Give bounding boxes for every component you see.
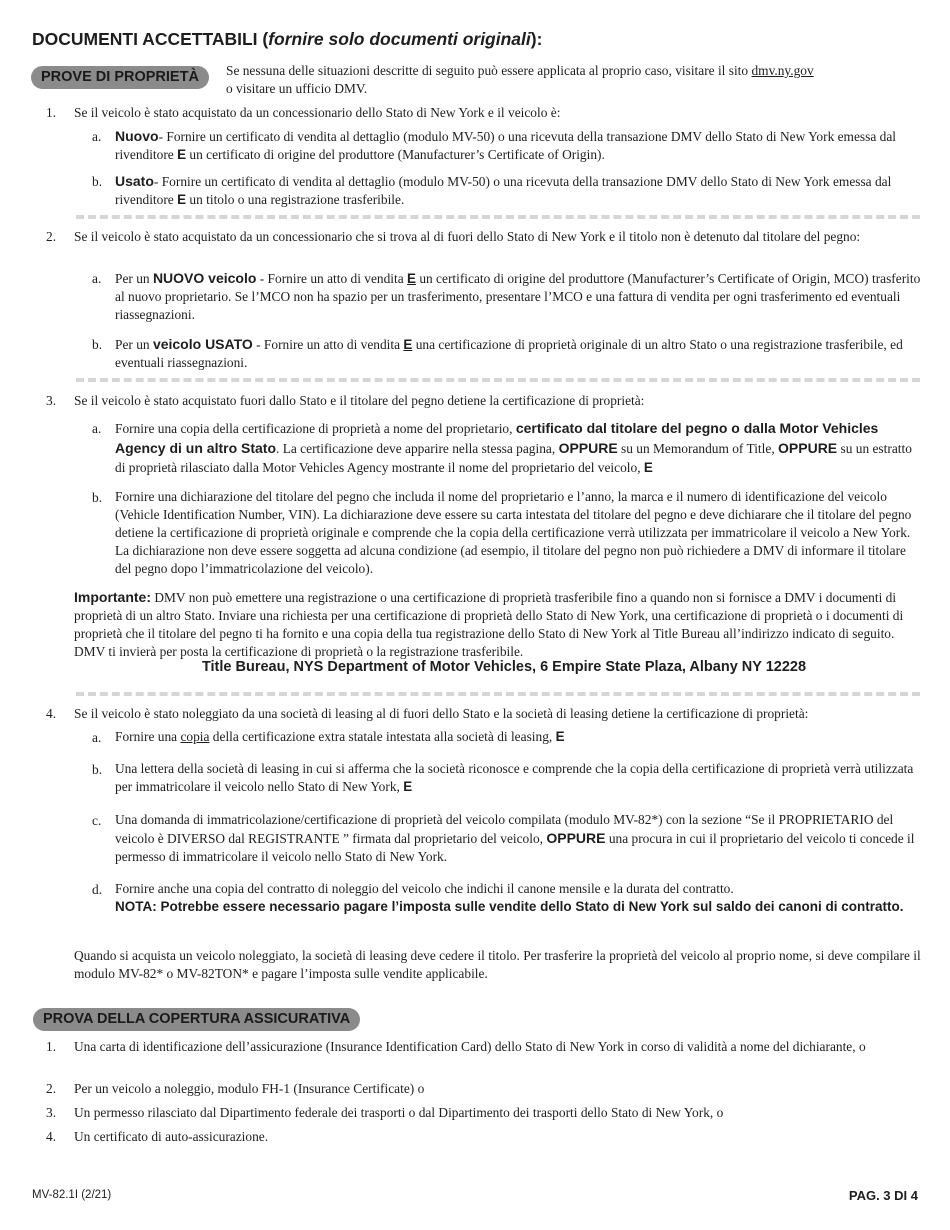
text-run: un certificato di origine del produttore (Manufacturer’s Certificate of Origin, MCO) trasferito al nuovo proprietario. Se l’MCO non ha spazio per un trasferimento, presentare l’MCO e una fattura di vendita per ogni trasferimento ed eventuali riassegnazioni. <box>115 271 921 322</box>
underlined-word: copia <box>180 729 210 744</box>
subitem-text <box>115 728 925 746</box>
item-text: Se il veicolo è stato noleggiato da una società di leasing al di fuori dello Stato e la società di leasing detiene la certificazione di proprietà: <box>74 706 809 721</box>
text-run: Fornire una <box>115 729 181 744</box>
bold-term: veicolo USATO <box>152 336 253 352</box>
subitem-letter: a. <box>92 129 102 144</box>
subitem-text <box>115 880 925 916</box>
text-run: una certificazione di proprietà originale di un altro Stato o una registrazione trasferibile, ed eventuali riassegnazioni. <box>115 337 903 370</box>
intro-text: Se nessuna delle situazioni descritte di seguito può essere applicata al proprio caso, visitare il sito <box>226 63 752 78</box>
section-badge-ownership <box>31 66 209 89</box>
insurance-item-text: Un certificato di auto-assicurazione. <box>74 1129 269 1144</box>
text-run: della certificazione extra statale intestata alla società di leasing, <box>209 729 556 744</box>
text-run: Fornire anche una copia del contratto di noleggio del veicolo che indichi il canone mensile e la durata del contratto. <box>115 881 734 896</box>
item-text: Se il veicolo è stato acquistato fuori dallo Stato e il titolare del pegno detiene la certificazione di proprietà: <box>74 393 645 408</box>
page-number: PAG. 3 DI 4 <box>848 1188 918 1203</box>
subitem-letter: a. <box>92 730 102 745</box>
subitem-text <box>115 269 925 324</box>
conjunction-e: E <box>555 729 565 744</box>
section-label-insurance: PROVA DELLA COPERTURA ASSICURATIVA <box>33 1008 360 1031</box>
subitem-letter: a. <box>92 421 102 436</box>
ownership-intro <box>226 62 926 98</box>
text-run: - Fornire un atto di vendita <box>252 337 404 352</box>
subitem-letter: c. <box>92 813 102 828</box>
subitem-text <box>115 811 925 866</box>
subitem-text <box>115 419 925 477</box>
subitem-letter: b. <box>92 174 103 189</box>
insurance-item-number: 3. <box>46 1105 57 1120</box>
title-italic: fornire solo documenti originali <box>268 29 531 49</box>
conjunction-e: E <box>177 191 187 207</box>
nota-text: NOTA: Potrebbe essere necessario pagare l’imposta sulle vendite dello Stato di New York sul saldo dei canoni di contratto. <box>115 898 904 914</box>
bold-term: NUOVO veicolo <box>152 270 257 286</box>
page-title <box>32 28 542 51</box>
text-run: su un Memorandum of Title, <box>617 440 779 456</box>
oppure-term: OPPURE <box>558 439 618 456</box>
important-label: Importante: <box>74 589 151 605</box>
text-run: una procura in cui il proprietario del veicolo ti concede il permesso di immatricolare il veicolo nello Stato di New York. <box>115 830 915 864</box>
subitem-letter: b. <box>92 337 103 352</box>
text-run: Per un <box>115 271 153 286</box>
item-number: 3. <box>46 393 57 408</box>
form-number: MV-82.1I (2/21) <box>32 1189 112 1201</box>
subitem-text: Fornire una dichiarazione del titolare del pegno che includa il nome del proprietario e l’anno, la marca e il numero di identificazione del veicolo (Vehicle Identification Number, VIN). La dichiarazione deve essere su carta intestata del titolare del pegno e deve dichiarare che il titolare del pegno detiene la certificazione di proprietà originale e comprende che la copia della certificazione verrà utilizzata per immatricolare il veicolo a New York. La dichiarazione non deve essere soggetta ad alcuna condizione (ad esempio, il titolare del pegno non può richiedere a DMV di informare il titolare del pegno dopo l’immatricolazione del veicolo). <box>115 489 912 576</box>
conjunction-e: E <box>403 778 413 794</box>
item-text: Se il veicolo è stato acquistato da un concessionario dello Stato di New York e il veicolo è: <box>74 105 561 120</box>
insurance-item-text: Una carta di identificazione dell’assicurazione (Insurance Identification Card) dello Stato di New York in corso di validità a nome del dichiarante, o <box>74 1039 866 1054</box>
item-number: 1. <box>46 105 57 120</box>
oppure-term: OPPURE <box>778 439 838 456</box>
title-end: ): <box>530 29 543 49</box>
insurance-item-text: Un permesso rilasciato dal Dipartimento federale dei trasporti o dal Dipartimento dei trasporti dello Stato di New York, o <box>74 1105 724 1120</box>
insurance-item-text: Per un veicolo a noleggio, modulo FH-1 (Insurance Certificate) o <box>74 1081 425 1096</box>
bold-term: Usato <box>115 173 154 189</box>
subitem-letter: b. <box>92 762 103 777</box>
conjunction-e: E <box>643 459 653 475</box>
text-run: Una domanda di immatricolazione/certificazione di proprietà del veicolo compilata (modulo MV-82*) con la sezione “Se il PROPRIETARIO del veicolo è DIVERSO dal REGISTRANTE ” firmata dal proprietario del veicolo, <box>115 812 894 846</box>
text-run: un certificato di origine del produttore (Manufacturer’s Certificate of Origin). <box>186 146 605 162</box>
important-note <box>74 588 924 661</box>
lease-closing-text: Quando si acquista un veicolo noleggiato, la società di leasing deve cedere il titolo. Per trasferire la proprietà del veicolo al proprio nome, si deve compilare il modulo MV-82* o MV-82TON* e pagare l’imposta sulle vendite applicabile. <box>74 948 921 981</box>
text-run: Per un <box>115 337 153 352</box>
text-run: su un estratto di proprietà rilasciato dalla Motor Vehicles Agency mostrante il nome del proprietario del veicolo, <box>115 440 912 475</box>
bold-term: certificato dal titolare del pegno o dalla Motor Vehicles Agency di un altro Stato <box>115 420 879 456</box>
text-run: Una lettera della società di leasing in cui si afferma che la società riconosce e comprende che la copia della certificazione di proprietà verrà utilizzata per immatricolare il veicolo nello Stato di New York, <box>115 761 914 794</box>
title-text: DOCUMENTI ACCETTABILI ( <box>32 29 269 49</box>
item-number: 4. <box>46 706 57 721</box>
text-run: - Fornire un certificato di vendita al dettaglio (modulo MV-50) o una ricevuta della transazione DMV dello Stato di New York emessa dal rivenditore <box>115 174 892 207</box>
text-run: Fornire una copia della certificazione di proprietà a nome del proprietario, <box>115 421 516 436</box>
subitem-letter: b. <box>92 490 103 505</box>
insurance-item-number: 1. <box>46 1039 57 1054</box>
text-run: - Fornire un atto di vendita <box>256 271 408 286</box>
subitem-text <box>115 127 925 164</box>
text-run: . La certificazione deve apparire nella stessa pagina, <box>276 440 559 456</box>
section-badge-insurance <box>33 1008 360 1031</box>
text-run: - Fornire un certificato di vendita al dettaglio (modulo MV-50) o una ricevuta della transazione DMV dello Stato di New York emessa dal rivenditore <box>115 129 896 162</box>
dmv-website-link[interactable]: dmv.ny.gov <box>751 63 814 78</box>
divider <box>76 378 920 382</box>
bold-term: Nuovo <box>115 128 159 144</box>
intro-text-2: o visitare un ufficio DMV. <box>226 80 368 96</box>
subitem-text <box>115 172 925 209</box>
subitem-letter: a. <box>92 271 102 286</box>
insurance-item-number: 4. <box>46 1129 57 1144</box>
subitem-letter: d. <box>92 882 103 897</box>
conjunction-e: E <box>403 337 413 352</box>
item-number: 2. <box>46 229 57 244</box>
subitem-text <box>115 760 925 796</box>
divider <box>76 692 920 696</box>
important-text: DMV non può emettere una registrazione o una certificazione di proprietà trasferibile fino a quando non si fornisce a DMV i documenti di proprietà di un altro Stato. Inviare una richiesta per una certificazione di proprietà dello Stato di New York, una certificazione di proprietà o i documenti di proprietà che il titolare del pegno ti ha fornito e una copia della tua registrazione dello Stato di New York al Title Bureau all’indirizzo indicato di seguito. DMV ti invierà per posta la certificazione di proprietà o la registrazione trasferibile. <box>74 590 904 659</box>
conjunction-e: E <box>407 271 416 286</box>
title-bureau-address: Title Bureau, NYS Department of Motor Vehicles, 6 Empire State Plaza, Albany NY 12228 <box>201 659 807 675</box>
insurance-item-number: 2. <box>46 1081 57 1096</box>
section-label-ownership: PROVE DI PROPRIETÀ <box>31 66 209 89</box>
oppure-term: OPPURE <box>546 829 606 846</box>
text-run: un titolo o una registrazione trasferibile. <box>186 191 405 207</box>
item-text: Se il veicolo è stato acquistato da un concessionario che si trova al di fuori dello Stato di New York e il titolo non è detenuto dal titolare del pegno: <box>74 229 861 244</box>
divider <box>76 215 920 219</box>
subitem-text <box>115 335 925 372</box>
conjunction-e: E <box>177 146 187 162</box>
